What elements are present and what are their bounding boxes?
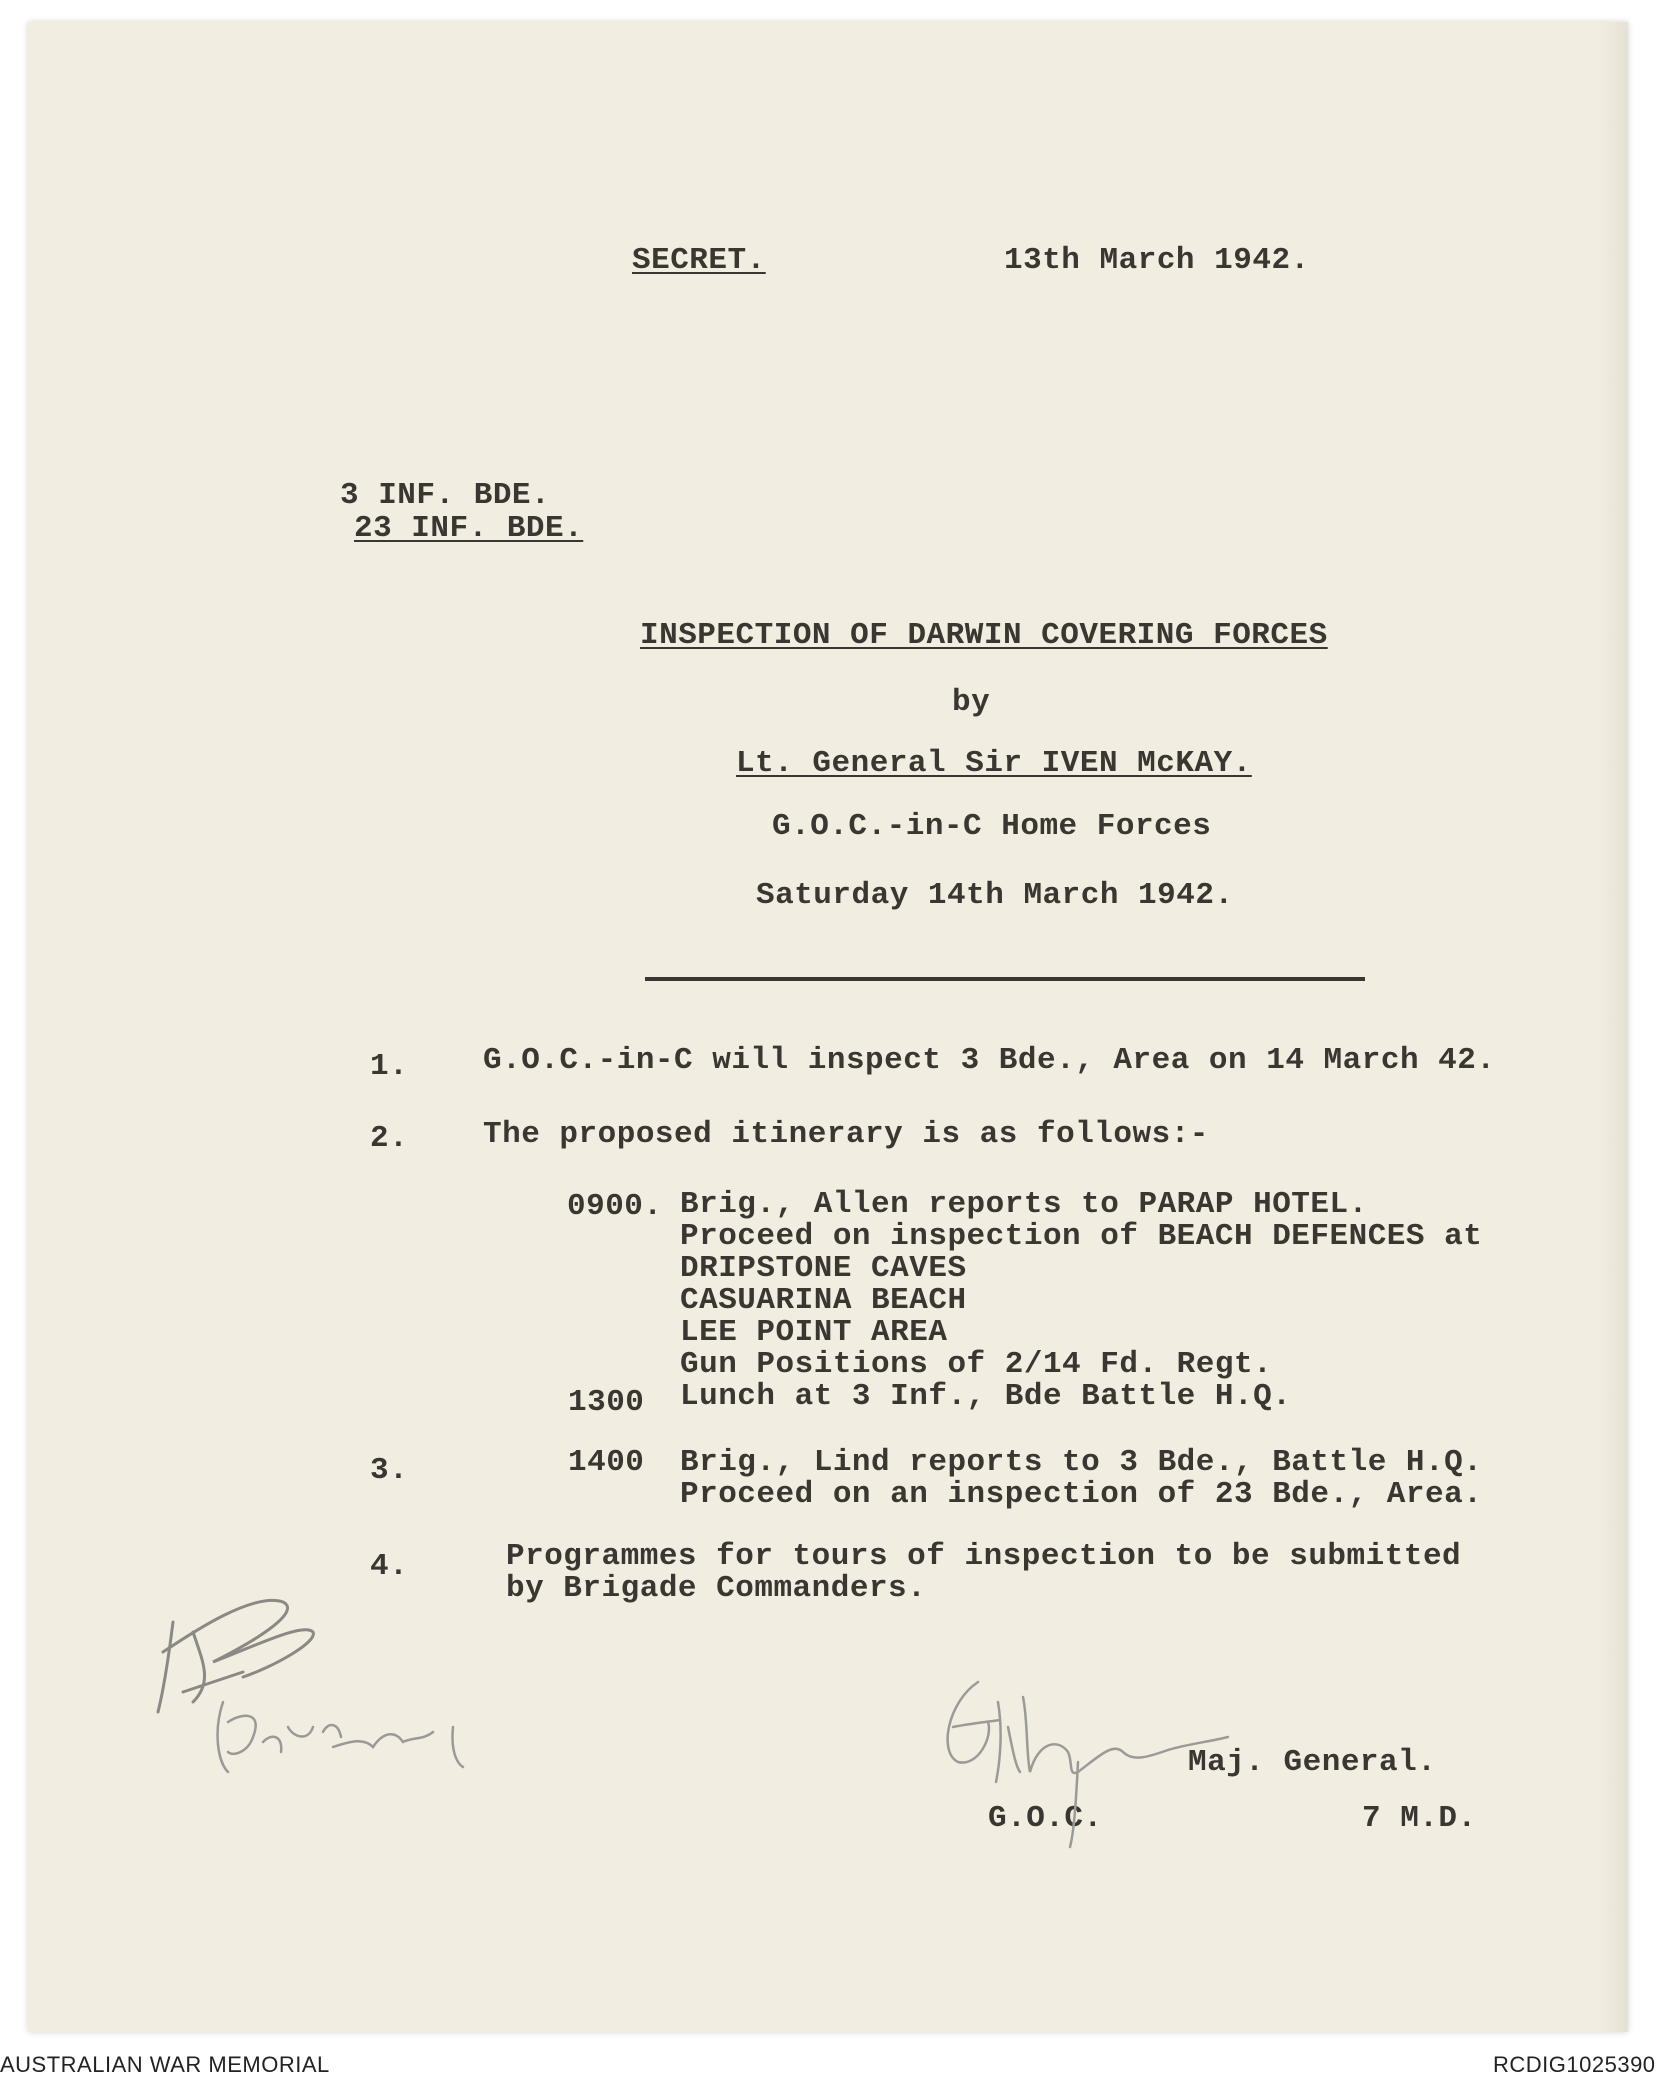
classification-mark: SECRET. <box>632 243 766 278</box>
pencil-annotation <box>133 1562 553 1802</box>
item-number-1: 1. <box>370 1049 409 1084</box>
inspection-date: Saturday 14th March 1942. <box>756 878 1234 913</box>
itinerary-line: DRIPSTONE CAVES <box>680 1251 967 1286</box>
inspecting-officer: Lt. General Sir IVEN McKAY. <box>736 746 1252 781</box>
signatory-district: 7 M.D. <box>1362 1801 1477 1836</box>
item-number-3: 3. <box>370 1453 409 1488</box>
itinerary-time-0900: 0900. <box>567 1189 663 1224</box>
itinerary-line: Proceed on inspection of BEACH DEFENCES at <box>680 1219 1483 1254</box>
item-number-4: 4. <box>370 1549 409 1584</box>
signatory-title: G.O.C. <box>988 1801 1103 1836</box>
document-title: INSPECTION OF DARWIN COVERING FORCES <box>640 618 1328 653</box>
addressee-2: 23 INF. BDE. <box>354 511 584 546</box>
item-text-4-cont: by Brigade Commanders. <box>506 1571 927 1606</box>
handwritten-signature <box>908 1642 1278 1872</box>
title-by: by <box>952 685 991 720</box>
itinerary-time-1300: 1300 <box>568 1385 645 1420</box>
itinerary-line: Gun Positions of 2/14 Fd. Regt. <box>680 1347 1273 1382</box>
addressee-1: 3 INF. BDE. <box>340 478 551 513</box>
item-text-4: Programmes for tours of inspection to be submitted <box>506 1539 1462 1574</box>
itinerary-line: CASUARINA BEACH <box>680 1283 967 1318</box>
item-text-2: The proposed itinerary is as follows:- <box>483 1117 1209 1152</box>
document-date: 13th March 1942. <box>1004 243 1310 278</box>
itinerary-line: LEE POINT AREA <box>680 1315 948 1350</box>
item-number-2: 2. <box>370 1121 409 1156</box>
signatory-rank: Maj. General. <box>1188 1745 1437 1780</box>
item-text-1: G.O.C.-in-C will inspect 3 Bde., Area on 14 March 42. <box>483 1043 1496 1078</box>
footer-institution: AUSTRALIAN WAR MEMORIAL <box>0 2052 330 2077</box>
itinerary-line: Lunch at 3 Inf., Bde Battle H.Q. <box>680 1379 1292 1414</box>
itinerary-time-1400: 1400 <box>568 1445 645 1480</box>
itinerary-line: Proceed on an inspection of 23 Bde., Area. <box>680 1477 1483 1512</box>
itinerary-line: Brig., Lind reports to 3 Bde., Battle H.Q. <box>680 1445 1483 1480</box>
officer-appointment: G.O.C.-in-C Home Forces <box>772 809 1212 844</box>
document-page <box>28 22 1628 2032</box>
itinerary-line: Brig., Allen reports to PARAP HOTEL. <box>680 1187 1368 1222</box>
separator-rule <box>645 977 1365 981</box>
footer-identifier: RCDIG1025390 <box>1493 2052 1656 2077</box>
